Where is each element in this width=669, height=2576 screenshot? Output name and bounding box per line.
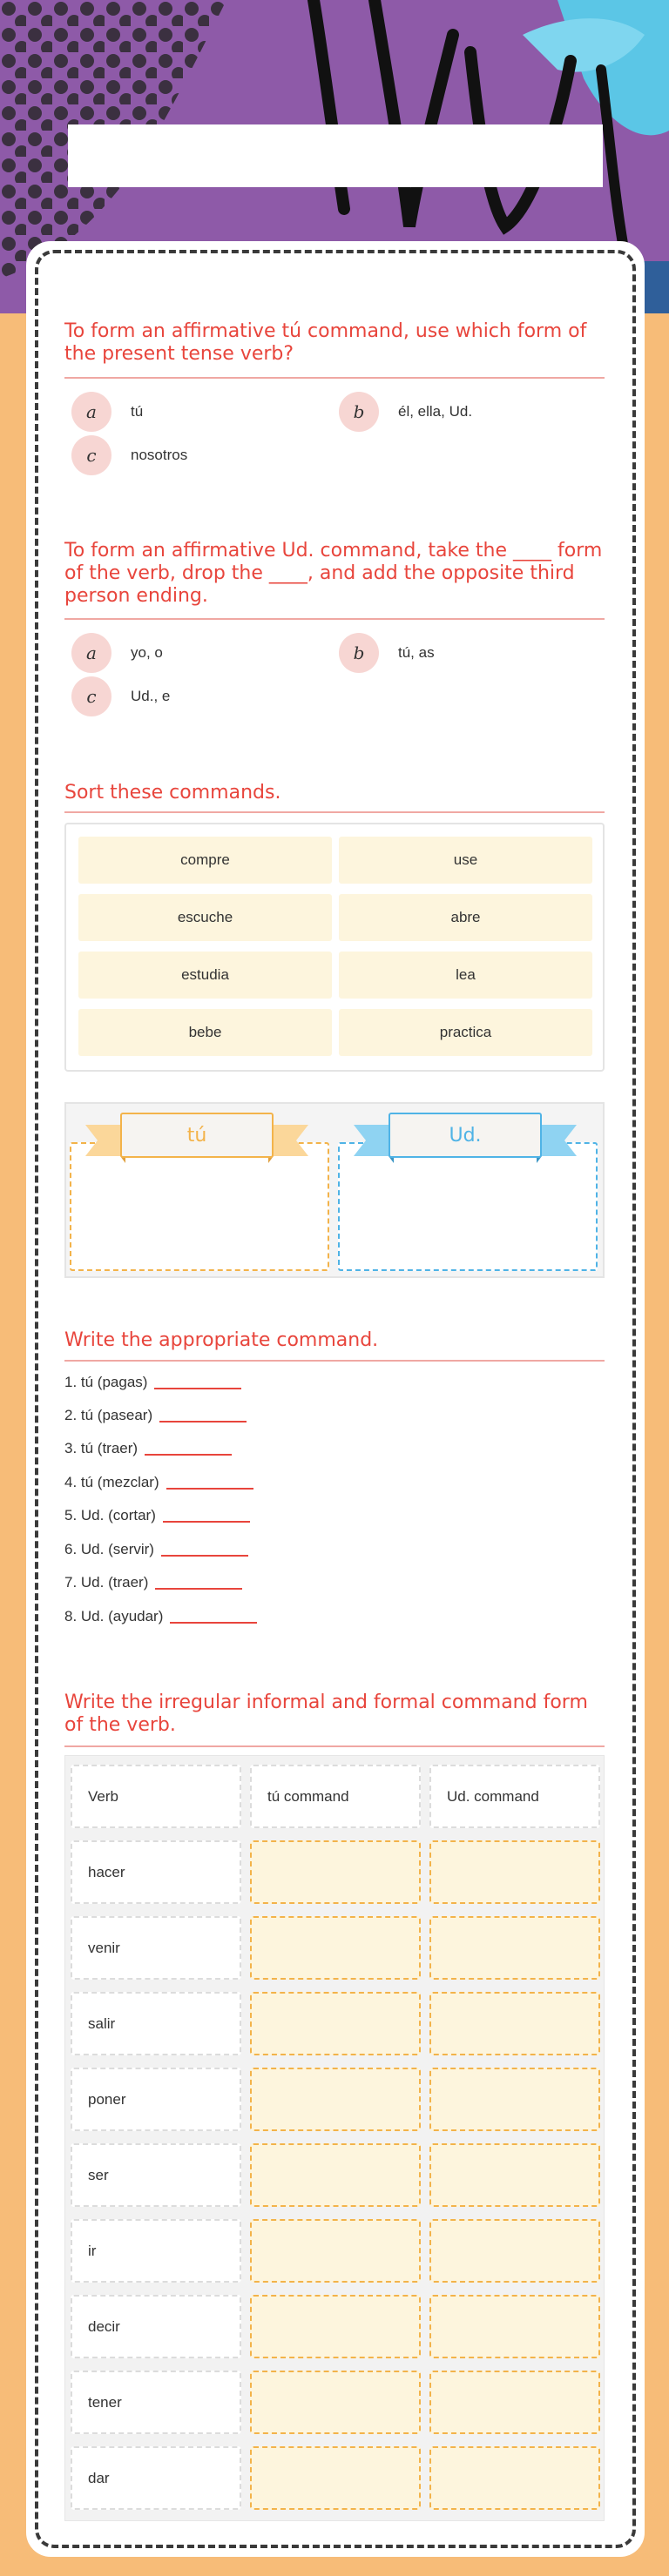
write-item-label: 7. Ud. (traer) <box>64 1574 149 1591</box>
write-item <box>64 1574 242 1591</box>
option-letter: c <box>71 435 112 475</box>
tu-command-answer[interactable] <box>250 2143 421 2207</box>
tu-command-answer[interactable] <box>250 2219 421 2283</box>
ud-command-answer[interactable] <box>429 1992 600 2055</box>
ud-command-answer[interactable] <box>429 1840 600 1904</box>
ud-command-answer[interactable] <box>429 2143 600 2207</box>
option-text: tú, as <box>398 644 435 661</box>
option-letter: b <box>339 633 379 673</box>
verb-cell: poner <box>71 2068 241 2131</box>
option-letter: b <box>339 392 379 432</box>
question-1-option-c[interactable] <box>71 435 187 475</box>
sort-chip[interactable]: lea <box>339 952 592 999</box>
irregular-title: Write the irregular informal and formal command form of the verb. <box>64 1692 588 1736</box>
verb-cell: venir <box>71 1916 241 1980</box>
option-letter: a <box>71 633 112 673</box>
write-item-label: 3. tú (traer) <box>64 1440 139 1456</box>
write-item <box>64 1440 232 1457</box>
answer-blank[interactable] <box>145 1454 232 1456</box>
option-letter: a <box>71 392 112 432</box>
option-text: nosotros <box>131 447 188 463</box>
ud-command-answer[interactable] <box>429 1916 600 1980</box>
sort-title: Sort these commands. <box>64 782 281 804</box>
table-header-cell: tú command <box>250 1765 421 1828</box>
answer-blank[interactable] <box>159 1421 247 1423</box>
option-text: él, ella, Ud. <box>398 403 473 420</box>
table-header-cell: Verb <box>71 1765 241 1828</box>
sort-chip[interactable]: abre <box>339 894 592 941</box>
tu-command-answer[interactable] <box>250 1916 421 1980</box>
write-item <box>64 1374 241 1391</box>
question-1-option-b[interactable] <box>339 392 472 432</box>
sort-chip[interactable]: compre <box>78 837 332 884</box>
option-letter: c <box>71 676 112 716</box>
verb-cell: decir <box>71 2295 241 2358</box>
verb-cell: ir <box>71 2219 241 2283</box>
write-item-label: 8. Ud. (ayudar) <box>64 1608 164 1624</box>
option-text: tú <box>131 403 144 420</box>
verb-cell: hacer <box>71 1840 241 1904</box>
question-2-option-b[interactable] <box>339 633 435 673</box>
ud-command-answer[interactable] <box>429 2295 600 2358</box>
verb-cell: ser <box>71 2143 241 2207</box>
tu-command-answer[interactable] <box>250 1840 421 1904</box>
question-2-option-a[interactable] <box>71 633 163 673</box>
question-1-divider <box>64 377 605 379</box>
ud-command-answer[interactable] <box>429 2068 600 2131</box>
write-divider <box>64 1360 605 1362</box>
write-item-label: 4. tú (mezclar) <box>64 1474 159 1490</box>
question-2-option-c[interactable] <box>71 676 170 716</box>
sort-divider <box>64 811 605 813</box>
question-1-option-a[interactable] <box>71 392 143 432</box>
irregular-divider <box>64 1745 605 1747</box>
option-text: yo, o <box>131 644 163 661</box>
verb-cell: dar <box>71 2446 241 2510</box>
answer-blank[interactable] <box>163 1521 250 1523</box>
verb-cell: salir <box>71 1992 241 2055</box>
irregular-table <box>64 1755 605 2521</box>
write-item-label: 6. Ud. (servir) <box>64 1541 154 1557</box>
write-title: Write the appropriate command. <box>64 1329 379 1351</box>
write-item <box>64 1407 247 1424</box>
tu-command-answer[interactable] <box>250 2446 421 2510</box>
tu-command-answer[interactable] <box>250 2068 421 2131</box>
sort-bins <box>64 1102 605 1278</box>
sort-chip[interactable]: estudia <box>78 952 332 999</box>
sort-chip[interactable]: practica <box>339 1009 592 1056</box>
ud-command-answer[interactable] <box>429 2219 600 2283</box>
tu-command-answer[interactable] <box>250 1992 421 2055</box>
bin-tu-ribbon <box>85 1113 308 1165</box>
table-header-cell: Ud. command <box>429 1765 600 1828</box>
sort-items-box <box>64 823 605 1072</box>
bin-ud-label: Ud. <box>389 1113 542 1158</box>
sort-chip[interactable]: use <box>339 837 592 884</box>
write-item-label: 5. Ud. (cortar) <box>64 1507 156 1523</box>
write-item <box>64 1507 250 1524</box>
write-item <box>64 1474 253 1491</box>
answer-blank[interactable] <box>155 1588 242 1590</box>
question-1-title: To form an affirmative tú command, use which form of the present tense verb? <box>64 320 587 365</box>
ud-command-answer[interactable] <box>429 2371 600 2434</box>
verb-cell: tener <box>71 2371 241 2434</box>
title-box <box>68 124 603 187</box>
question-2-title: To form an affirmative Ud. command, take the ____ form of the verb, drop the ____, and add the opposite third person ending. <box>64 540 603 607</box>
sort-chip[interactable]: bebe <box>78 1009 332 1056</box>
answer-blank[interactable] <box>170 1622 257 1624</box>
write-item-label: 1. tú (pagas) <box>64 1374 148 1390</box>
write-item-label: 2. tú (pasear) <box>64 1407 153 1423</box>
write-item <box>64 1608 257 1625</box>
tu-command-answer[interactable] <box>250 2295 421 2358</box>
bin-ud-ribbon <box>354 1113 577 1165</box>
answer-blank[interactable] <box>161 1555 248 1557</box>
answer-blank[interactable] <box>154 1388 241 1389</box>
write-item <box>64 1541 248 1558</box>
tu-command-answer[interactable] <box>250 2371 421 2434</box>
question-2-divider <box>64 618 605 620</box>
sort-chip[interactable]: escuche <box>78 894 332 941</box>
ud-command-answer[interactable] <box>429 2446 600 2510</box>
option-text: Ud., e <box>131 688 171 704</box>
answer-blank[interactable] <box>166 1488 253 1490</box>
bin-tu-label: tú <box>120 1113 274 1158</box>
